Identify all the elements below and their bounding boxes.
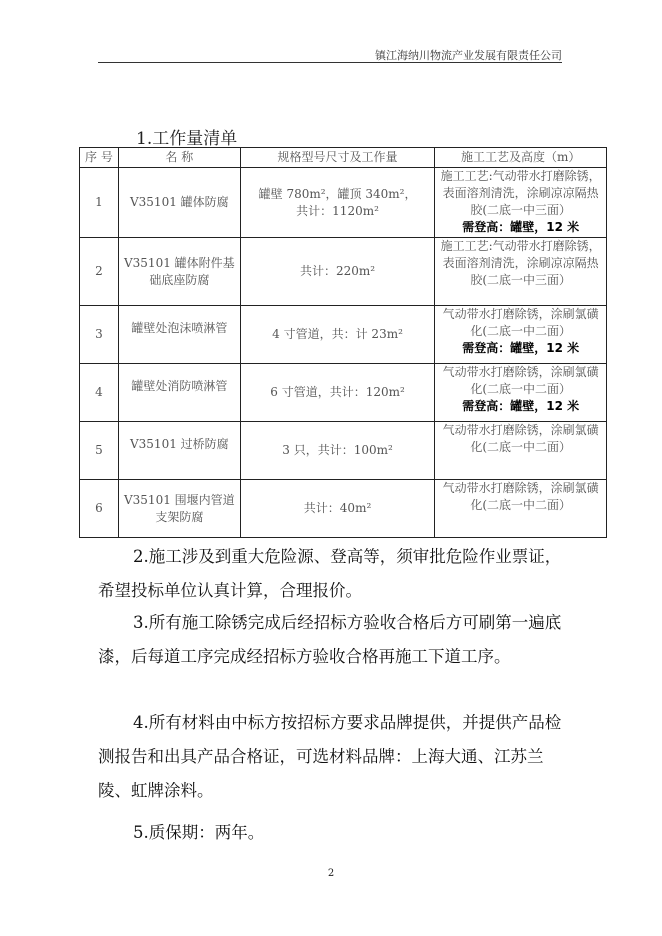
item-name: 罐壁处消防喷淋管 [118, 364, 240, 422]
process-text: 气动带水打磨除锈，涂刷氯磺化(二底一中二面） [442, 307, 599, 338]
spec-line: 3 只，共计：100m² [282, 443, 393, 457]
item-process [435, 168, 607, 238]
paragraph-2: 2.施工涉及到重大危险源、登高等，须审批危险作业票证，希望投标单位认真计算，合理报价。 [98, 547, 562, 600]
item-spec [240, 364, 435, 422]
height-requirement: 需登高：罐壁，12 米 [462, 341, 580, 355]
item-name: V35101 罐体附件基础底座防腐 [118, 238, 240, 306]
spec-line: 罐壁 780m²，罐顶 340m²， [258, 186, 417, 201]
item-process [435, 422, 607, 480]
item-spec [240, 480, 435, 538]
spec-line: 6 寸管道，共计：120m² [270, 385, 405, 399]
workload-table [79, 147, 607, 538]
row-number: 4 [80, 364, 119, 422]
item-name: V35101 过桥防腐 [118, 422, 240, 480]
table-row [80, 422, 607, 480]
item-spec [240, 238, 435, 306]
spec-line: 共计：220m² [299, 264, 376, 278]
process-text: 施工工艺:气动带水打磨除锈，表面溶剂清洗，涂刷凉凉隔热胶(二底一中三面） [440, 169, 601, 217]
table-row [80, 364, 607, 422]
col-header-process: 施工工艺及高度（m） [435, 148, 607, 168]
item-process [435, 480, 607, 538]
paragraph-4: 4.所有材料由中标方按招标方要求品牌提供，并提供产品检测报告和出具产品合格证，可选材料品牌：上海大通、江苏兰陵、虹牌涂料。 [98, 713, 562, 800]
row-number: 2 [80, 238, 119, 306]
item-spec [240, 422, 435, 480]
row-number: 6 [80, 480, 119, 538]
row-number: 5 [80, 422, 119, 480]
item-spec [240, 168, 435, 238]
height-requirement: 需登高：罐壁，12 米 [462, 220, 580, 234]
item-spec [240, 306, 435, 364]
section-title: 1.工作量清单 [136, 129, 238, 149]
process-text: 施工工艺:气动带水打磨除锈，表面溶剂清洗，涂刷凉凉隔热胶(二底一中三面） [440, 239, 601, 287]
table-row [80, 306, 607, 364]
height-requirement: 需登高：罐壁，12 米 [462, 399, 580, 413]
row-number: 1 [80, 168, 119, 238]
spec-line: 共计：40m² [303, 501, 372, 515]
page-number: 2 [327, 868, 335, 879]
table-row [80, 480, 607, 538]
header-company: 镇江海纳川物流产业发展有限责任公司 [375, 49, 562, 62]
spec-line: 4 寸管道，共：计 23m² [272, 327, 403, 341]
process-text: 气动带水打磨除锈，涂刷氯磺化(二底一中二面） [442, 365, 599, 396]
item-process [435, 306, 607, 364]
item-name: 罐壁处泡沫喷淋管 [118, 306, 240, 364]
table-row [80, 168, 607, 238]
col-header-name: 名 称 [118, 148, 240, 168]
row-number: 3 [80, 306, 119, 364]
col-header-spec: 规格型号尺寸及工作量 [240, 148, 435, 168]
table-row [80, 238, 607, 306]
item-name: V35101 围堰内管道支架防腐 [118, 480, 240, 538]
spec-line: 共计：1120m² [296, 203, 379, 218]
process-text: 气动带水打磨除锈，涂刷氯磺化(二底一中二面） [442, 481, 599, 512]
item-name: V35101 罐体防腐 [118, 168, 240, 238]
paragraph-5: 5.质保期：两年。 [133, 823, 265, 842]
item-process [435, 364, 607, 422]
paragraph-3: 3.所有施工除锈完成后经招标方验收合格后方可刷第一遍底漆，后每道工序完成经招标方验收合格再施工下道工序。 [98, 613, 562, 666]
col-header-no: 序 号 [80, 148, 119, 168]
process-text: 气动带水打磨除锈，涂刷氯磺化(二底一中二面） [442, 423, 599, 454]
header-divider [98, 62, 562, 63]
item-process [435, 238, 607, 306]
